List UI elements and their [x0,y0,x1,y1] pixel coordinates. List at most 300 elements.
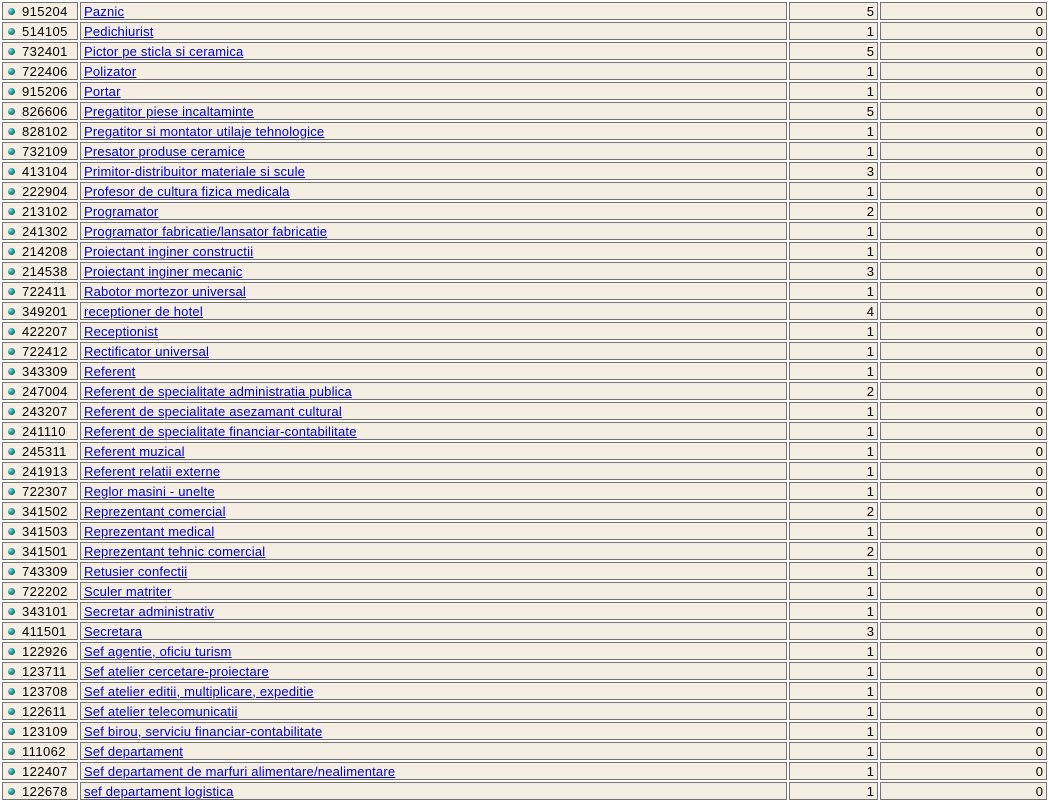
bullet-icon [8,448,15,455]
occupation-code-cell [2,242,78,260]
count-primary-cell [789,642,878,660]
count-primary-value: 1 [866,143,874,159]
count-secondary-value: 0 [1035,423,1043,439]
occupation-title-cell [80,542,787,560]
occupation-code: 826606 [22,103,68,119]
count-primary-cell [789,202,878,220]
count-primary-cell [789,702,878,720]
table-row [2,102,1047,120]
occupation-code: 722307 [22,483,68,499]
count-secondary-value: 0 [1035,523,1043,539]
count-primary-value: 1 [866,663,874,679]
occupation-code-cell [2,22,78,40]
occupation-title-link[interactable]: Programator fabricatie/lansator fabricatie [84,223,328,239]
count-secondary-cell [880,722,1047,740]
occupation-code: 213102 [22,203,68,219]
occupation-title-link[interactable]: Receptionist [84,323,158,339]
occupation-code-cell [2,702,78,720]
occupation-title-cell [80,82,787,100]
count-secondary-value: 0 [1035,503,1043,519]
count-primary-cell [789,2,878,20]
count-primary-cell [789,302,878,320]
count-secondary-cell [880,642,1047,660]
count-secondary-cell [880,702,1047,720]
count-secondary-value: 0 [1035,723,1043,739]
count-secondary-value: 0 [1035,263,1043,279]
table-row [2,362,1047,380]
occupation-code-cell [2,622,78,640]
occupation-code: 343309 [22,363,68,379]
table-row [2,122,1047,140]
count-secondary-cell [880,462,1047,480]
occupation-title-link[interactable]: Rectificator universal [84,343,210,359]
occupation-title-link[interactable]: Reprezentant tehnic comercial [84,543,266,559]
occupation-code: 732401 [22,43,68,59]
occupation-code-cell [2,302,78,320]
count-secondary-value: 0 [1035,103,1043,119]
table-row [2,82,1047,100]
occupation-title-cell [80,482,787,500]
count-secondary-cell [880,122,1047,140]
occupation-title-cell [80,342,787,360]
count-primary-cell [789,22,878,40]
occupation-code: 341502 [22,503,68,519]
occupation-title-cell [80,582,787,600]
count-secondary-cell [880,782,1047,800]
occupation-title-link[interactable]: receptioner de hotel [84,303,203,319]
occupation-code-cell [2,322,78,340]
bullet-icon [8,768,15,775]
count-primary-cell [789,722,878,740]
table-row [2,642,1047,660]
count-primary-cell [789,82,878,100]
occupation-title-link[interactable]: Rabotor mortezor universal [84,283,246,299]
bullet-icon [8,288,15,295]
occupation-title-cell [80,102,787,120]
occupation-code: 123109 [22,723,68,739]
occupation-code-cell [2,282,78,300]
occupation-code-cell [2,462,78,480]
occupation-code: 422207 [22,323,68,339]
table-row [2,442,1047,460]
table-row [2,742,1047,760]
count-secondary-cell [880,402,1047,420]
occupation-title-link[interactable]: Referent de specialitate financiar-contabilitate [84,423,357,439]
count-primary-value: 1 [866,123,874,139]
table-row [2,242,1047,260]
count-primary-cell [789,62,878,80]
table-row [2,222,1047,240]
occupation-title-link[interactable]: Pedichiurist [84,23,154,39]
occupation-code: 915206 [22,83,68,99]
occupation-code: 411501 [22,623,67,639]
count-secondary-cell [880,162,1047,180]
count-secondary-value: 0 [1035,623,1043,639]
bullet-icon [8,388,15,395]
count-primary-cell [789,382,878,400]
occupation-code: 349201 [22,303,68,319]
occupation-code: 413104 [22,163,68,179]
count-secondary-value: 0 [1035,243,1043,259]
count-primary-cell [789,482,878,500]
occupation-title-link[interactable]: Pregatitor si montator utilaje tehnologice [84,123,325,139]
count-secondary-cell [880,342,1047,360]
occupation-title-link[interactable]: Sef departament de marfuri alimentare/nealimentare [84,763,396,779]
bullet-icon [8,148,15,155]
occupation-code-cell [2,542,78,560]
count-secondary-value: 0 [1035,123,1043,139]
count-secondary-value: 0 [1035,363,1043,379]
count-secondary-cell [880,662,1047,680]
count-primary-value: 5 [866,103,874,119]
count-primary-cell [789,662,878,680]
count-secondary-value: 0 [1035,443,1043,459]
count-primary-value: 1 [866,363,874,379]
count-secondary-cell [880,742,1047,760]
count-secondary-value: 0 [1035,3,1043,19]
occupation-code-cell [2,402,78,420]
occupation-code: 243207 [22,403,68,419]
count-primary-value: 3 [866,163,874,179]
count-primary-value: 2 [866,383,874,399]
occupation-title-cell [80,382,787,400]
occupation-title-cell [80,142,787,160]
count-primary-value: 1 [866,183,874,199]
occupation-title-link[interactable]: Reglor masini - unelte [84,483,215,499]
count-primary-value: 2 [866,503,874,519]
occupation-title-link[interactable]: Portar [84,83,121,99]
occupation-code: 722406 [22,63,68,79]
occupation-code: 241110 [22,423,66,439]
count-secondary-value: 0 [1035,463,1043,479]
count-primary-value: 1 [866,423,874,439]
occupation-code: 828102 [22,123,68,139]
occupation-code-cell [2,682,78,700]
table-row [2,662,1047,680]
table-row [2,62,1047,80]
occupation-title-link[interactable]: Polizator [84,63,137,79]
occupation-title-link[interactable]: Pictor pe sticla si ceramica [84,43,244,59]
occupation-title-link[interactable]: sef departament logistica [84,783,234,799]
occupation-title-cell [80,762,787,780]
occupation-title-link[interactable]: Reprezentant medical [84,523,215,539]
bullet-icon [8,228,15,235]
occupation-title-link[interactable]: Secretar administrativ [84,603,215,619]
bullet-icon [8,708,15,715]
occupation-title-link[interactable]: Profesor de cultura fizica medicala [84,183,290,199]
occupation-title-link[interactable]: Sef atelier editii, multiplicare, expeditie [84,683,314,699]
bullet-icon [8,128,15,135]
table-row [2,342,1047,360]
count-secondary-cell [880,302,1047,320]
count-primary-cell [789,682,878,700]
count-secondary-cell [880,142,1047,160]
count-secondary-cell [880,362,1047,380]
bullet-icon [8,408,15,415]
occupation-title-cell [80,782,787,800]
occupation-code: 123711 [22,663,67,679]
table-row [2,682,1047,700]
occupation-title-link[interactable]: Primitor-distribuitor materiale si scule [84,163,306,179]
count-primary-value: 1 [866,523,874,539]
occupation-code: 247004 [22,383,68,399]
occupation-title-cell [80,122,787,140]
table-row [2,402,1047,420]
count-primary-value: 1 [866,243,874,259]
occupation-title-cell [80,402,787,420]
bullet-icon [8,488,15,495]
count-primary-value: 1 [866,563,874,579]
occupation-title-cell [80,642,787,660]
count-secondary-cell [880,322,1047,340]
count-primary-value: 3 [866,623,874,639]
count-primary-cell [789,582,878,600]
count-secondary-cell [880,482,1047,500]
count-primary-value: 1 [866,63,874,79]
occupation-code: 743309 [22,563,68,579]
count-secondary-cell [880,62,1047,80]
occupation-title-cell [80,562,787,580]
occupation-title-cell [80,202,787,220]
occupation-code-cell [2,662,78,680]
occupation-code: 341503 [22,523,68,539]
occupation-title-cell [80,62,787,80]
occupation-code-cell [2,202,78,220]
count-secondary-cell [880,22,1047,40]
table-row [2,462,1047,480]
occupation-title-link[interactable]: Pregatitor piese incaltaminte [84,103,254,119]
count-primary-cell [789,422,878,440]
count-primary-value: 1 [866,403,874,419]
occupation-code-cell [2,162,78,180]
count-primary-cell [789,122,878,140]
occupation-code-cell [2,182,78,200]
occupation-code: 915204 [22,3,68,19]
occupation-title-link[interactable]: Sef birou, serviciu financiar-contabilitate [84,723,323,739]
occupation-code: 122926 [22,643,68,659]
occupation-code-cell [2,142,78,160]
count-secondary-value: 0 [1035,283,1043,299]
occupation-title-link[interactable]: Retusier confectii [84,563,188,579]
count-secondary-value: 0 [1035,703,1043,719]
table-row [2,722,1047,740]
table-row [2,542,1047,560]
bullet-icon [8,28,15,35]
occupation-code-cell [2,482,78,500]
count-primary-cell [789,782,878,800]
bullet-icon [8,348,15,355]
occupation-code: 122611 [22,703,67,719]
bullet-icon [8,68,15,75]
count-primary-value: 1 [866,443,874,459]
occupation-code: 222904 [22,183,68,199]
occupation-code-cell [2,742,78,760]
count-secondary-cell [880,602,1047,620]
occupation-title-cell [80,522,787,540]
count-secondary-cell [880,502,1047,520]
occupation-title-cell [80,242,787,260]
table-row [2,482,1047,500]
bullet-icon [8,88,15,95]
count-secondary-cell [880,762,1047,780]
occupations-table-body [2,2,1047,800]
count-primary-value: 2 [866,203,874,219]
count-primary-value: 1 [866,323,874,339]
occupation-title-link[interactable]: Proiectant inginer constructii [84,243,254,259]
occupation-code-cell [2,562,78,580]
count-primary-value: 1 [866,763,874,779]
occupation-title-link[interactable]: Referent de specialitate administratia publica [84,383,352,399]
occupation-title-cell [80,42,787,60]
count-secondary-value: 0 [1035,543,1043,559]
count-primary-cell [789,622,878,640]
occupation-title-cell [80,2,787,20]
bullet-icon [8,48,15,55]
occupation-title-link[interactable]: Referent de specialitate asezamant cultural [84,403,342,419]
count-primary-cell [789,522,878,540]
count-secondary-cell [880,222,1047,240]
occupation-title-cell [80,462,787,480]
count-primary-cell [789,742,878,760]
occupation-title-link[interactable]: Referent muzical [84,443,185,459]
occupation-title-cell [80,702,787,720]
occupation-code: 245311 [22,443,67,459]
occupation-code-cell [2,422,78,440]
occupation-title-link[interactable]: Reprezentant comercial [84,503,226,519]
occupation-code: 241302 [22,223,68,239]
occupation-code-cell [2,522,78,540]
table-row [2,142,1047,160]
bullet-icon [8,588,15,595]
count-primary-value: 1 [866,783,874,799]
occupation-code-cell [2,782,78,800]
occupation-code: 214538 [22,263,68,279]
count-secondary-cell [880,202,1047,220]
occupation-title-cell [80,162,787,180]
count-secondary-value: 0 [1035,163,1043,179]
occupation-title-link[interactable]: Programator [84,203,159,219]
occupation-title-link[interactable]: Paznic [84,3,125,19]
bullet-icon [8,428,15,435]
count-secondary-cell [880,682,1047,700]
bullet-icon [8,628,15,635]
table-row [2,762,1047,780]
table-row [2,42,1047,60]
count-secondary-cell [880,262,1047,280]
table-row [2,382,1047,400]
bullet-icon [8,368,15,375]
occupation-code-cell [2,222,78,240]
count-primary-cell [789,242,878,260]
count-secondary-value: 0 [1035,203,1043,219]
bullet-icon [8,608,15,615]
bullet-icon [8,528,15,535]
count-primary-value: 4 [866,303,874,319]
count-secondary-value: 0 [1035,583,1043,599]
occupation-code: 341501 [22,543,68,559]
occupation-title-link[interactable]: Referent relatii externe [84,463,221,479]
count-secondary-value: 0 [1035,343,1043,359]
table-row [2,782,1047,800]
count-secondary-cell [880,542,1047,560]
occupation-code-cell [2,442,78,460]
count-primary-cell [789,322,878,340]
occupation-title-cell [80,662,787,680]
count-primary-cell [789,162,878,180]
bullet-icon [8,268,15,275]
count-primary-value: 1 [866,583,874,599]
occupation-code-cell [2,362,78,380]
table-row [2,702,1047,720]
count-primary-cell [789,182,878,200]
occupation-title-link[interactable]: Sef agentie, oficiu turism [84,643,232,659]
occupation-code-cell [2,382,78,400]
table-row [2,262,1047,280]
occupation-code-cell [2,602,78,620]
count-primary-cell [789,362,878,380]
occupation-code-cell [2,262,78,280]
count-primary-cell [789,42,878,60]
count-primary-value: 1 [866,83,874,99]
occupation-title-link[interactable]: Referent [84,363,136,379]
bullet-icon [8,468,15,475]
table-row [2,322,1047,340]
occupation-title-link[interactable]: Secretara [84,623,143,639]
bullet-icon [8,208,15,215]
occupation-code: 343101 [22,603,68,619]
occupation-title-cell [80,222,787,240]
count-primary-value: 1 [866,283,874,299]
count-primary-cell [789,542,878,560]
count-primary-cell [789,342,878,360]
bullet-icon [8,568,15,575]
occupation-title-link[interactable]: Sef departament [84,743,184,759]
occupation-title-link[interactable]: Sef atelier telecomunicatii [84,703,238,719]
occupation-title-link[interactable]: Sculer matriter [84,583,172,599]
occupation-title-link[interactable]: Presator produse ceramice [84,143,246,159]
count-secondary-value: 0 [1035,383,1043,399]
bullet-icon [8,548,15,555]
bullet-icon [8,328,15,335]
occupation-title-cell [80,442,787,460]
occupation-title-link[interactable]: Proiectant inginer mecanic [84,263,243,279]
occupation-title-cell [80,422,787,440]
occupation-code: 111062 [22,743,66,759]
occupation-code: 122407 [22,763,68,779]
count-secondary-value: 0 [1035,603,1043,619]
count-primary-cell [789,282,878,300]
occupation-code: 122678 [22,783,68,799]
bullet-icon [8,308,15,315]
count-secondary-value: 0 [1035,43,1043,59]
count-secondary-value: 0 [1035,403,1043,419]
bullet-icon [8,8,15,15]
count-secondary-value: 0 [1035,223,1043,239]
occupation-code-cell [2,722,78,740]
table-row [2,2,1047,20]
count-secondary-value: 0 [1035,303,1043,319]
count-primary-cell [789,462,878,480]
count-secondary-cell [880,182,1047,200]
count-secondary-value: 0 [1035,563,1043,579]
count-secondary-cell [880,582,1047,600]
count-primary-cell [789,222,878,240]
table-row [2,562,1047,580]
occupation-code-cell [2,582,78,600]
bullet-icon [8,188,15,195]
occupation-code: 722412 [22,343,68,359]
occupation-title-link[interactable]: Sef atelier cercetare-proiectare [84,663,269,679]
